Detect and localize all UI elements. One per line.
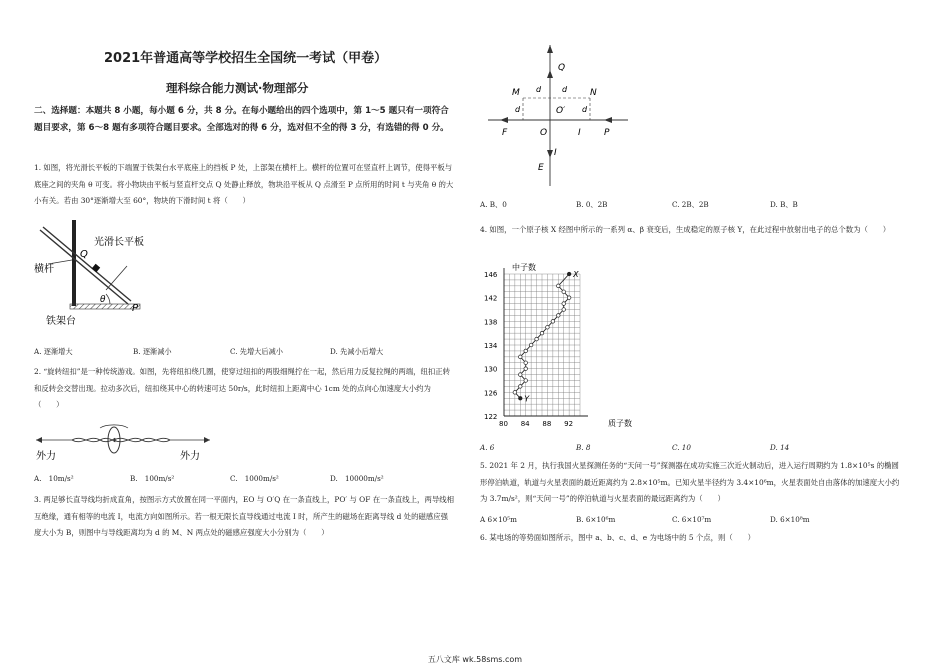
label-o-prime: O′ — [556, 106, 566, 116]
decay-point — [546, 325, 550, 329]
label-i-right: I — [578, 128, 581, 138]
decay-chart — [478, 262, 648, 434]
q5-option-b: B. 6×10⁶m — [576, 515, 616, 524]
x-tick-label: 80 — [499, 420, 508, 428]
decay-point — [562, 308, 566, 312]
x-axis-label: 质子数 — [608, 419, 632, 428]
right-force-label: 外力 — [180, 451, 200, 462]
label-i-bottom: I — [554, 148, 557, 158]
question-4-text: 4. 如图，一个原子核 X 经图中所示的一系列 α、β 衰变后，生成稳定的原子核 Y，在此过程中放射出电子的总个数为（ ） — [480, 225, 891, 234]
point-q-label: Q — [80, 249, 88, 260]
decay-point — [551, 320, 555, 324]
decay-point — [535, 337, 539, 341]
decay-point — [518, 396, 522, 400]
question-2-text: 2. “旋转纽扣”是一种传统游戏。如图，先将纽扣绕几圈，使穿过纽扣的两股细绳拧在一起，然后用力反复拉绳的两端，纽扣正转和反转会交替出现。拉动多次后，纽扣绕其中心的转速可达 50r/s，此时纽扣上距离中心 1cm 处的点向心加速度大小约为（ ） — [34, 367, 451, 409]
nucleus-label: Y — [524, 394, 530, 404]
decay-point — [524, 379, 528, 383]
exam-subtitle: 理科综合能力测试·物理部分 — [166, 81, 309, 95]
y-tick-label: 126 — [484, 389, 498, 398]
label-e: E — [538, 163, 544, 173]
q4-option-a: A. 6 — [480, 443, 495, 452]
x-tick-label: 92 — [564, 420, 574, 428]
q2-option-a: A. 10m/s² — [34, 474, 74, 483]
label-d-right: d — [582, 105, 588, 114]
decay-point — [562, 290, 566, 294]
q2-option-c: C. 1000m/s² — [230, 474, 279, 483]
question-3-figure — [478, 40, 638, 190]
decay-point — [524, 349, 528, 353]
label-f: F — [502, 128, 508, 138]
question-5-text: 5. 2021 年 2 月，执行我国火星探测任务的“天问一号”探测器在成功实施三次近火制动后，进入运行周期约为 1.8×10⁵s 的椭圆形停泊轨道，轨道与火星表面的最近距离约为 2.8×10⁵m。已知火星半径约为 3.4×10⁶m，火星表面处自由落体的加速度大小约为 3.7m/s²，则“天问一号”的停泊轨道与火星表面的最远距离约为（ ） — [480, 461, 900, 503]
decay-point — [556, 284, 560, 288]
y-tick-label: 138 — [484, 318, 498, 327]
q1-option-a: A. 逐渐增大 — [34, 347, 73, 356]
label-d-top-right: d — [562, 85, 568, 94]
footer-watermark: 五八文库 wk.58sms.com — [427, 655, 523, 664]
q2-option-b: B. 100m/s² — [130, 474, 175, 483]
q4-option-b: B. 8 — [576, 443, 591, 452]
theta-label: θ — [100, 295, 106, 305]
rod-label: 横杆 — [34, 264, 54, 275]
decay-point — [529, 343, 533, 347]
label-q: Q — [558, 63, 566, 73]
decay-point — [524, 361, 528, 365]
q1-option-d: D. 先减小后增大 — [330, 347, 384, 356]
label-m: M — [512, 88, 520, 98]
question-1-figure — [32, 220, 172, 340]
label-d-top-left: d — [536, 85, 542, 94]
label-o: O — [540, 128, 548, 138]
q5-option-c: C. 6×10⁷m — [672, 515, 712, 524]
q2-option-d: D. 10000m/s² — [330, 474, 384, 483]
y-tick-label: 142 — [484, 294, 498, 303]
question-3-text: 3. 两足够长直导线均折成直角，按图示方式放置在同一平面内，EO 与 O′Q 在一条直线上，PO′ 与 OF 在一条直线上，两导线相互绝缘，通有相等的电流 I，电流方向如图所示。若一根无限长直导线通过电流 I 时，所产生的磁场在距离导线 d 处的磁感应强度大小为 B，则图中与导线距离均为 d 的 M、N 两点处的磁感应强度大小分别为（ ） — [34, 495, 455, 537]
left-force-label: 外力 — [36, 451, 56, 462]
point-p-label: P — [132, 303, 139, 314]
decay-point — [524, 367, 528, 371]
x-tick-label: 88 — [542, 420, 552, 428]
label-d-left: d — [515, 105, 521, 114]
q5-option-d: D. 6×10⁸m — [770, 515, 810, 524]
decay-point — [518, 373, 522, 377]
board-label: 光滑长平板 — [94, 237, 144, 248]
exam-title: 2021年普通高等学校招生全国统一考试（甲卷） — [104, 51, 388, 66]
q4-option-c: C. 10 — [672, 443, 691, 452]
decay-point — [518, 355, 522, 359]
q3-option-d: D. B、B — [770, 200, 798, 209]
decay-point — [540, 331, 544, 335]
q1-option-c: C. 先增大后减小 — [230, 347, 283, 356]
chart-grid — [504, 274, 580, 416]
block — [92, 264, 100, 272]
label-p: P — [604, 128, 610, 138]
y-axis-label: 中子数 — [512, 263, 536, 272]
decay-point — [562, 302, 566, 306]
decay-point — [518, 385, 522, 389]
x-tick-label: 84 — [520, 420, 530, 428]
decay-point — [513, 391, 517, 395]
q5-option-a: A 6×10⁵m — [480, 515, 517, 524]
stand-label: 铁架台 — [46, 316, 76, 327]
y-tick-label: 130 — [484, 365, 498, 374]
decay-point — [567, 296, 571, 300]
q1-option-b: B. 逐渐减小 — [133, 347, 172, 356]
q3-option-c: C. 2B、2B — [672, 200, 709, 209]
decay-point — [567, 272, 571, 276]
label-n: N — [590, 88, 597, 98]
nucleus-label: X — [573, 270, 579, 279]
question-6-text: 6. 某电场的等势面如图所示，图中 a、b、c、d、e 为电场中的 5 个点，则（ ） — [480, 533, 755, 542]
q3-option-a: A. B、0 — [480, 200, 507, 209]
section-instructions: 二、选择题：本题共 8 小题，每小题 6 分，共 8 分。在每小题给出的四个选项中，第 1～5 题只有一项符合题目要求，第 6～8 题有多项符合题目要求。全部选对的得 6 分，选对但不全的得 3 分，有选错的得 0 分。 — [34, 106, 449, 133]
question-2-figure — [34, 418, 214, 466]
vertical-rod — [72, 220, 76, 306]
chart-ticks — [484, 271, 573, 428]
q3-option-b: B. 0、2B — [576, 200, 608, 209]
y-tick-label: 146 — [484, 271, 498, 279]
decay-point — [556, 314, 560, 318]
y-tick-label: 122 — [484, 413, 498, 421]
q4-option-d: D. 14 — [770, 443, 790, 452]
question-1-text: 1. 如图，将光滑长平板的下端置于铁架台水平底座上的挡板 P 处，上部架在横杆上。横杆的位置可在竖直杆上调节，使得平板与底座之间的夹角 θ 可变。将小物块由平板与竖直杆交点 Q 处静止释放，物块沿平板从 Q 点滑至 P 点所用的时间 t 与夹角 θ 的大小有关。若由 30°逐渐增大至 60°，物块的下滑时间 t 将（ ） — [34, 163, 454, 205]
y-tick-label: 134 — [484, 342, 498, 350]
